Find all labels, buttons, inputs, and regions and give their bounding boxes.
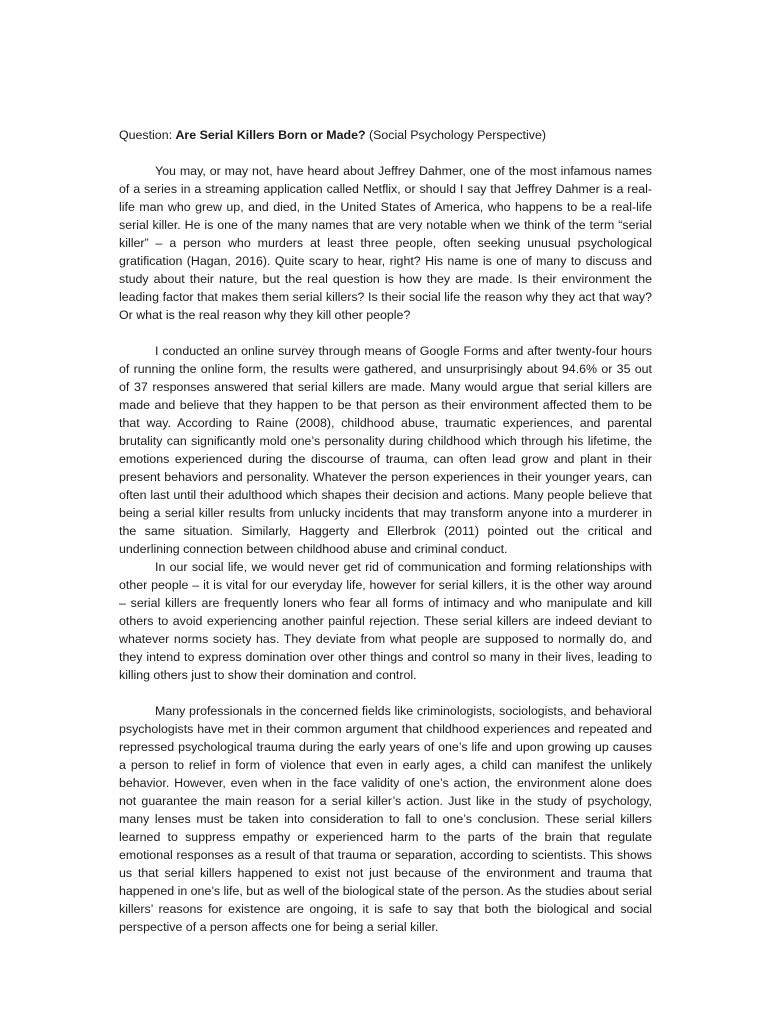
question-prefix: Question: bbox=[119, 128, 176, 142]
document-body bbox=[119, 126, 652, 936]
question-suffix: (Social Psychology Perspective) bbox=[365, 128, 546, 142]
paragraph-social-life: In our social life, we would never get rid of communication and forming relationships with other people – it is vital for our everyday life, however for serial killers, it is the other way around – serial killers are frequently loners who fear all forms of intimacy and who manipulate and kill others to avoid experiencing another painful rejection. These serial killers are indeed deviant to whatever norms society has. They deviate from what people are supposed to normally do, and they intend to express domination over other things and control so many in their lives, leading to killing others just to show their domination and control. bbox=[119, 560, 652, 682]
question-line bbox=[119, 126, 652, 144]
paragraph-intro: You may, or may not, have heard about Jeffrey Dahmer, one of the most infamous names of a series in a streaming application called Netflix, or should I say that Jeffrey Dahmer is a real-life man who grew up, and died, in the United States of America, who happens to be a real-life serial killer. He is one of the many names that are very notable when we think of the term “serial killer” – a person who murders at least three people, often seeking unusual psychological gratification (Hagan, 2016). Quite scary to hear, right? His name is one of many to discuss and study about their nature, but the real question is how they are made. Is their environment the leading factor that makes them serial killers? Is their social life the reason why they act that way? Or what is the real reason why they kill other people? bbox=[119, 164, 652, 322]
question-title: Are Serial Killers Born or Made? bbox=[175, 128, 366, 142]
paragraph-survey: I conducted an online survey through means of Google Forms and after twenty-four hours of running the online form, the results were gathered, and unsurprisingly about 94.6% or 35 out of 37 responses answered that serial killers are made. Many would argue that serial killers are made and believe that they happen to be that person as their environment affected them to be that way. According to Raine (2008), childhood abuse, traumatic experiences, and parental brutality can significantly mold one’s personality during childhood which through his lifetime, the emotions experienced during the discourse of trauma, can often lead grow and plant in their present behaviors and personality. Whatever the person experiences in their younger years, can often last until their adulthood which shapes their decision and actions. Many people believe that being a serial killer results from unlucky incidents that may transform anyone into a murderer in the same situation. Similarly, Haggerty and Ellerbrok (2011) pointed out the critical and underlining connection between childhood abuse and criminal conduct. bbox=[119, 344, 652, 556]
paragraph-conclusion: Many professionals in the concerned fields like criminologists, sociologists, and behavioral psychologists have met in their common argument that childhood experiences and repeated and repressed psychological trauma during the early years of one’s life and upon growing up causes a person to relief in form of violence that even in early ages, a child can manifest the unlikely behavior. However, even when in the face validity of one’s action, the environment alone does not guarantee the main reason for a serial killer’s action. Just like in the study of psychology, many lenses must be taken into consideration to fall to one’s conclusion. These serial killers learned to suppress empathy or experienced harm to the parts of the brain that regulate emotional responses as a result of that trauma or separation, according to scientists. This shows us that serial killers happened to exist not just because of the environment and trauma that happened in one’s life, but as well of the biological state of the person. As the studies about serial killers’ reasons for existence are ongoing, it is safe to say that both the biological and social perspective of a person affects one for being a serial killer. bbox=[119, 704, 652, 934]
